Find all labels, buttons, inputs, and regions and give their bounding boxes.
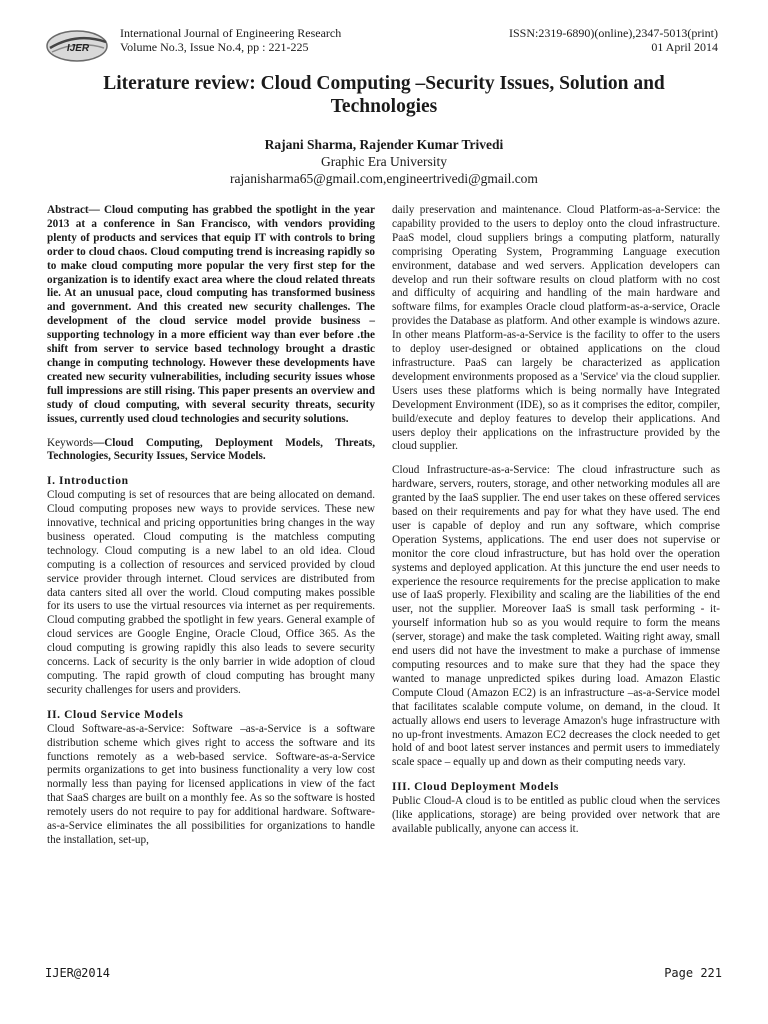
left-column (47, 204, 375, 848)
section-text-deployment-models: Public Cloud-A cloud is to be entitled as public cloud when the services (like applications, storage) are being provided over network that are available publically, anyone can access it. (392, 795, 720, 835)
abstract-text: Cloud computing has grabbed the spotlight in the year 2013 at a conference in San Francisco, with vendors providing plenty of products and services that equip IT with controls to bring order to cloud chaos. Cloud computing trend is increasing rapidly so to make cloud computing more popular the very first step for the organization is to identify exact area where the cloud related threats lie. At an unusual pace, cloud computing has transformed business and government. And this created new security challenges. The development of the cloud service model provide business – supporting technology in a more efficient way than ever before .the shift from server to service based technology brought a drastic change in computing technology. However these developments have created new security vulnerabilities, including security issues whose full impressions are still rising. This paper presents an overview and study of cloud computing, with several security threats, security issues, currently used cloud technologies and security solutions. (47, 204, 375, 425)
issn: ISSN:2319-6890)(online),2347-5013(print) (509, 26, 718, 40)
ijer-logo-icon (44, 28, 114, 64)
issue-date: 01 April 2014 (651, 40, 718, 54)
logo-text: IJER (66, 43, 90, 54)
abstract (47, 204, 375, 427)
iaas-paragraph: Cloud Infrastructure-as-a-Service: The cloud infrastructure such as hardware, servers, routers, storage, and other networking modules all are granted by the IaaS supplier. The end user takes on these offered services based on their requirements and pay for what they have used. The end user is capable of deploy and run any software, which comprise Operation Systems, applications. The end user does not supervise or monitor the core cloud infrastructure, but has hold over the operation systems and deployed application. At this juncture the end user needs to experience the resource requirements for the precise application to make use of IaaS properly. Flexibility and scaling are the liabilities of the end user, not the supplier. Moreover IaaS is small task performing - it-yourself information hub so as you would require to form the means (server, storage) and make the task completed. Waiting right away, small end users did not have the investment to make a purchase of immense computing resources and to make sure that they had the space they wanted to manage unpredicted spikes during load. Amazon Elastic Compute Cloud (Amazon EC2) is an infrastructure –as-a-Service model that facilitates scalable compute volume, on demand, in the cloud. It actually allows end users to leverage Amazon's huge infrastructure with no up-front investments. Amazon EC2 decreases the clock needed to get hold of and boot latest server instances and permit users to immediately scale space – equally up and down as their computing needs vary. (392, 464, 720, 769)
footer-page-number: Page 221 (664, 966, 722, 980)
journal-volume: Volume No.3, Issue No.4, pp : 221-225 (120, 40, 309, 54)
paper-title: Literature review: Cloud Computing –Security Issues, Solution and Technologies (103, 73, 665, 117)
journal-name: International Journal of Engineering Research (120, 26, 342, 40)
section-heading-service-models: II. Cloud Service Models (47, 708, 184, 721)
keywords (47, 437, 375, 465)
keywords-text: —Cloud Computing, Deployment Models, Threats, Technologies, Security Issues, Service Models. (47, 436, 375, 463)
journal-info (120, 26, 341, 54)
abstract-label: Abstract— (47, 204, 100, 216)
section-text-service-models: Cloud Software-as-a-Service: Software –as-a-Service is a software distribution scheme which gives right to access the software and its functions remotely as a web-based service. Software-as-a-Service permits organizations to get into business functionality a very low cost normally less than paying for licensed applications in view of the fact that SaaS charges are built on a monthly fee. As so the software is hosted remotely users do not require to pay for additional hardware. Software-as-a-Service eliminates the all possibilities for organizations to handle the installation, set-up, (47, 722, 375, 846)
author-affiliation: Graphic Era University (321, 154, 447, 169)
issn-info (509, 26, 718, 54)
section-text-introduction: Cloud computing is set of resources that are being allocated on demand. Cloud computing proposes new ways to provide services. These new innovative, technical and pricing opportunities bring changes in the way business operated. Cloud computing is the matchless computing technology. Cloud computing is a new label to an old idea. Cloud computing is a collection of resources and serviced provided by cloud service provider through internet. Cloud services are distributed from data canters sited all over the world. Cloud computing makes possible for its users to use the virtual resources via internet as per requirements. Cloud computing grabbed the spotlight in few years. General example of cloud services are Google Engine, Oracle Cloud, Office 365. As the cloud computing is growing rapidly this also leads to severe security concerns. Lack of security is the only barrier in wide adoption of cloud computing. The rapid growth of cloud computing has brought many security challenges for users and providers. (47, 489, 375, 696)
paas-paragraph: daily preservation and maintenance. Cloud Platform-as-a-Service: the capability provided to the users to deploy onto the cloud infrastructure. PaaS model, cloud suppliers brings a computing platform, naturally comprising Operating System, Programming Language execution environment, database and wed servers. Application developers can develop and run their software results on cloud platform with no cost and difficulty of acquiring and handling of the main hardware and software films, for examples Oracle cloud platform-as-a-service, Oracle provides the Database as platform. And other example is windows azure. In other means Platform-as-a-Service is the facility to offer to the users to deploy user-designed or obtained applications on the cloud infrastructure. PaaS can largely be characterized as application development environments proposed as a 'Service' via the cloud supplier. Users uses these platforms which is being normally have Integrated Development Environment (IDE), so as it comprises the editor, compiler, build/execute and deploy features to develop their applications. And users deploy their applications on the infrastructure provided by the cloud supplier. (392, 204, 720, 453)
keywords-label: Keywords (47, 436, 93, 449)
footer-copyright: IJER@2014 (45, 966, 111, 980)
page-header (0, 6, 768, 62)
author-block (0, 136, 768, 187)
right-column (392, 204, 720, 837)
author-names: Rajani Sharma, Rajender Kumar Trivedi (264, 137, 504, 152)
author-emails: rajanisharma65@gmail.com,engineertrivedi@gmail.com (230, 171, 538, 186)
section-heading-introduction: I. Introduction (47, 475, 129, 488)
section-heading-deployment-models: III. Cloud Deployment Models (392, 781, 559, 794)
